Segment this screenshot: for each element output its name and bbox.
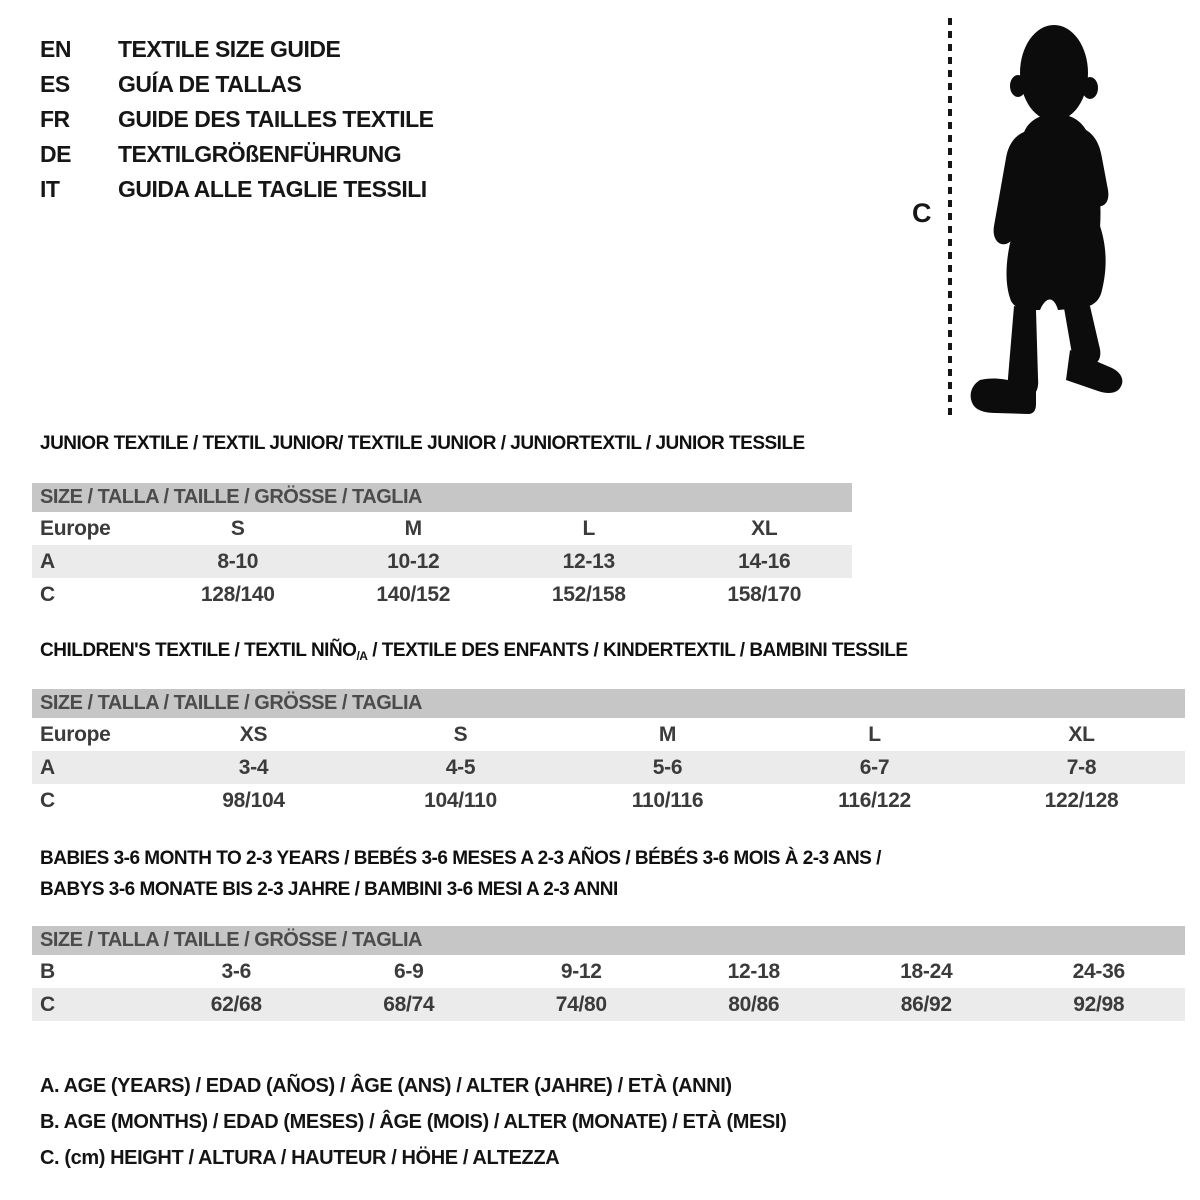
- height-value: 80/86: [728, 992, 780, 1016]
- age-value: 6-7: [859, 755, 890, 779]
- children-columns-row: [32, 718, 1185, 751]
- height-measure-dashed-line: [948, 18, 952, 416]
- months-value: 12-18: [727, 959, 780, 983]
- junior-section-title: JUNIOR TEXTILE / TEXTIL JUNIOR/ TEXTILE JUNIOR / JUNIORTEXTIL / JUNIOR TESSILE: [40, 433, 805, 454]
- lang-title: TEXTILE SIZE GUIDE: [118, 36, 341, 62]
- height-value: 158/170: [727, 582, 802, 606]
- height-value: 116/122: [838, 788, 911, 812]
- height-value: 122/128: [1044, 788, 1119, 812]
- lang-code: ES: [40, 71, 70, 97]
- col-header: L: [582, 516, 596, 540]
- legend-line-age-years: A. AGE (YEARS) / EDAD (AÑOS) / ÂGE (ANS) / ALTER (JAHRE) / ETÀ (ANNI): [40, 1074, 732, 1097]
- height-value: 68/74: [383, 992, 435, 1016]
- col-header: M: [404, 516, 422, 540]
- col-header: M: [658, 722, 677, 746]
- junior-columns-row: [32, 512, 852, 545]
- language-title-block: [40, 32, 434, 207]
- row-label: C: [40, 788, 55, 812]
- lang-code: IT: [40, 176, 60, 202]
- lang-code: FR: [40, 106, 70, 132]
- toddler-silhouette-icon: [966, 18, 1138, 418]
- age-value: 3-4: [238, 755, 269, 779]
- region-label: Europe: [40, 516, 111, 540]
- height-measure-label: C: [912, 198, 932, 228]
- lang-code: DE: [40, 141, 71, 167]
- children-row-age: [32, 751, 1185, 784]
- age-value: 4-5: [445, 755, 476, 779]
- col-header: S: [230, 516, 245, 540]
- lang-row-es: [40, 67, 434, 102]
- lang-title: GUIDA ALLE TAGLIE TESSILI: [118, 176, 427, 202]
- height-value: 98/104: [222, 788, 285, 812]
- size-bar-label: SIZE / TALLA / TAILLE / GRÖSSE / TAGLIA: [40, 929, 422, 951]
- toddler-figure-area: [900, 0, 1200, 430]
- height-value: 62/68: [210, 992, 262, 1016]
- row-label: C: [40, 992, 55, 1016]
- babies-row-months: [32, 955, 1185, 988]
- height-value: 140/152: [376, 582, 451, 606]
- size-bar-label: SIZE / TALLA / TAILLE / GRÖSSE / TAGLIA: [40, 486, 422, 508]
- size-bar-label: SIZE / TALLA / TAILLE / GRÖSSE / TAGLIA: [40, 692, 422, 714]
- age-value: 5-6: [652, 755, 683, 779]
- row-label: B: [40, 959, 55, 983]
- lang-code: EN: [40, 36, 71, 62]
- children-title-sub: /A: [356, 649, 368, 663]
- height-value: 110/116: [631, 788, 704, 812]
- col-header: XL: [1068, 722, 1095, 746]
- lang-title: GUIDE DES TAILLES TEXTILE: [118, 106, 434, 132]
- babies-section-title-line1: BABIES 3-6 MONTH TO 2-3 YEARS / BEBÉS 3-6 MESES A 2-3 AÑOS / BÉBÉS 3-6 MOIS À 2-3 ANS /: [40, 848, 881, 869]
- age-value: 14-16: [738, 549, 791, 573]
- months-value: 6-9: [394, 959, 424, 983]
- lang-row-de: [40, 137, 434, 172]
- lang-title: GUÍA DE TALLAS: [118, 71, 302, 97]
- babies-section-title-line2: BABYS 3-6 MONATE BIS 2-3 JAHRE / BAMBINI 3-6 MESI A 2-3 ANNI: [40, 879, 618, 900]
- row-label: A: [40, 549, 55, 573]
- months-value: 9-12: [560, 959, 602, 983]
- height-value: 128/140: [200, 582, 275, 606]
- lang-row-fr: [40, 102, 434, 137]
- lang-row-it: [40, 172, 434, 207]
- age-value: 8-10: [217, 549, 259, 573]
- legend-line-height: C. (cm) HEIGHT / ALTURA / HAUTEUR / HÖHE / ALTEZZA: [40, 1146, 560, 1169]
- junior-row-age: [32, 545, 852, 578]
- children-section-title: [40, 640, 908, 662]
- col-header: S: [453, 722, 468, 746]
- col-header: XL: [751, 516, 778, 540]
- children-row-height: [32, 784, 1185, 817]
- children-title-post: / TEXTILE DES ENFANTS / KINDERTEXTIL / BAMBINI TESSILE: [367, 640, 908, 661]
- height-value: 152/158: [551, 582, 626, 606]
- height-value: 92/98: [1073, 992, 1125, 1016]
- col-header: L: [868, 722, 881, 746]
- babies-size-bar: [32, 926, 1185, 955]
- height-value: 104/110: [424, 788, 497, 812]
- height-value: 74/80: [555, 992, 607, 1016]
- lang-row-en: [40, 32, 434, 67]
- babies-size-table: [32, 926, 1185, 1021]
- children-size-table: [32, 689, 1185, 817]
- junior-size-bar: [32, 483, 852, 512]
- months-value: 18-24: [900, 959, 953, 983]
- children-size-bar: [32, 689, 1185, 718]
- height-value: 86/92: [900, 992, 952, 1016]
- months-value: 3-6: [221, 959, 251, 983]
- row-label: A: [40, 755, 55, 779]
- region-label: Europe: [40, 722, 111, 746]
- age-value: 12-13: [562, 549, 615, 573]
- legend-block: [40, 1068, 786, 1176]
- col-header: XS: [239, 722, 268, 746]
- lang-title: TEXTILGRÖßENFÜHRUNG: [118, 141, 402, 167]
- babies-row-height: [32, 988, 1185, 1021]
- legend-line-age-months: B. AGE (MONTHS) / EDAD (MESES) / ÂGE (MOIS) / ALTER (MONATE) / ETÀ (MESI): [40, 1110, 787, 1133]
- months-value: 24-36: [1072, 959, 1125, 983]
- children-title-pre: CHILDREN'S TEXTILE / TEXTIL NIÑO: [40, 640, 357, 661]
- age-value: 10-12: [387, 549, 440, 573]
- junior-row-height: [32, 578, 852, 611]
- row-label: C: [40, 582, 55, 606]
- junior-size-table: [32, 483, 852, 611]
- age-value: 7-8: [1066, 755, 1097, 779]
